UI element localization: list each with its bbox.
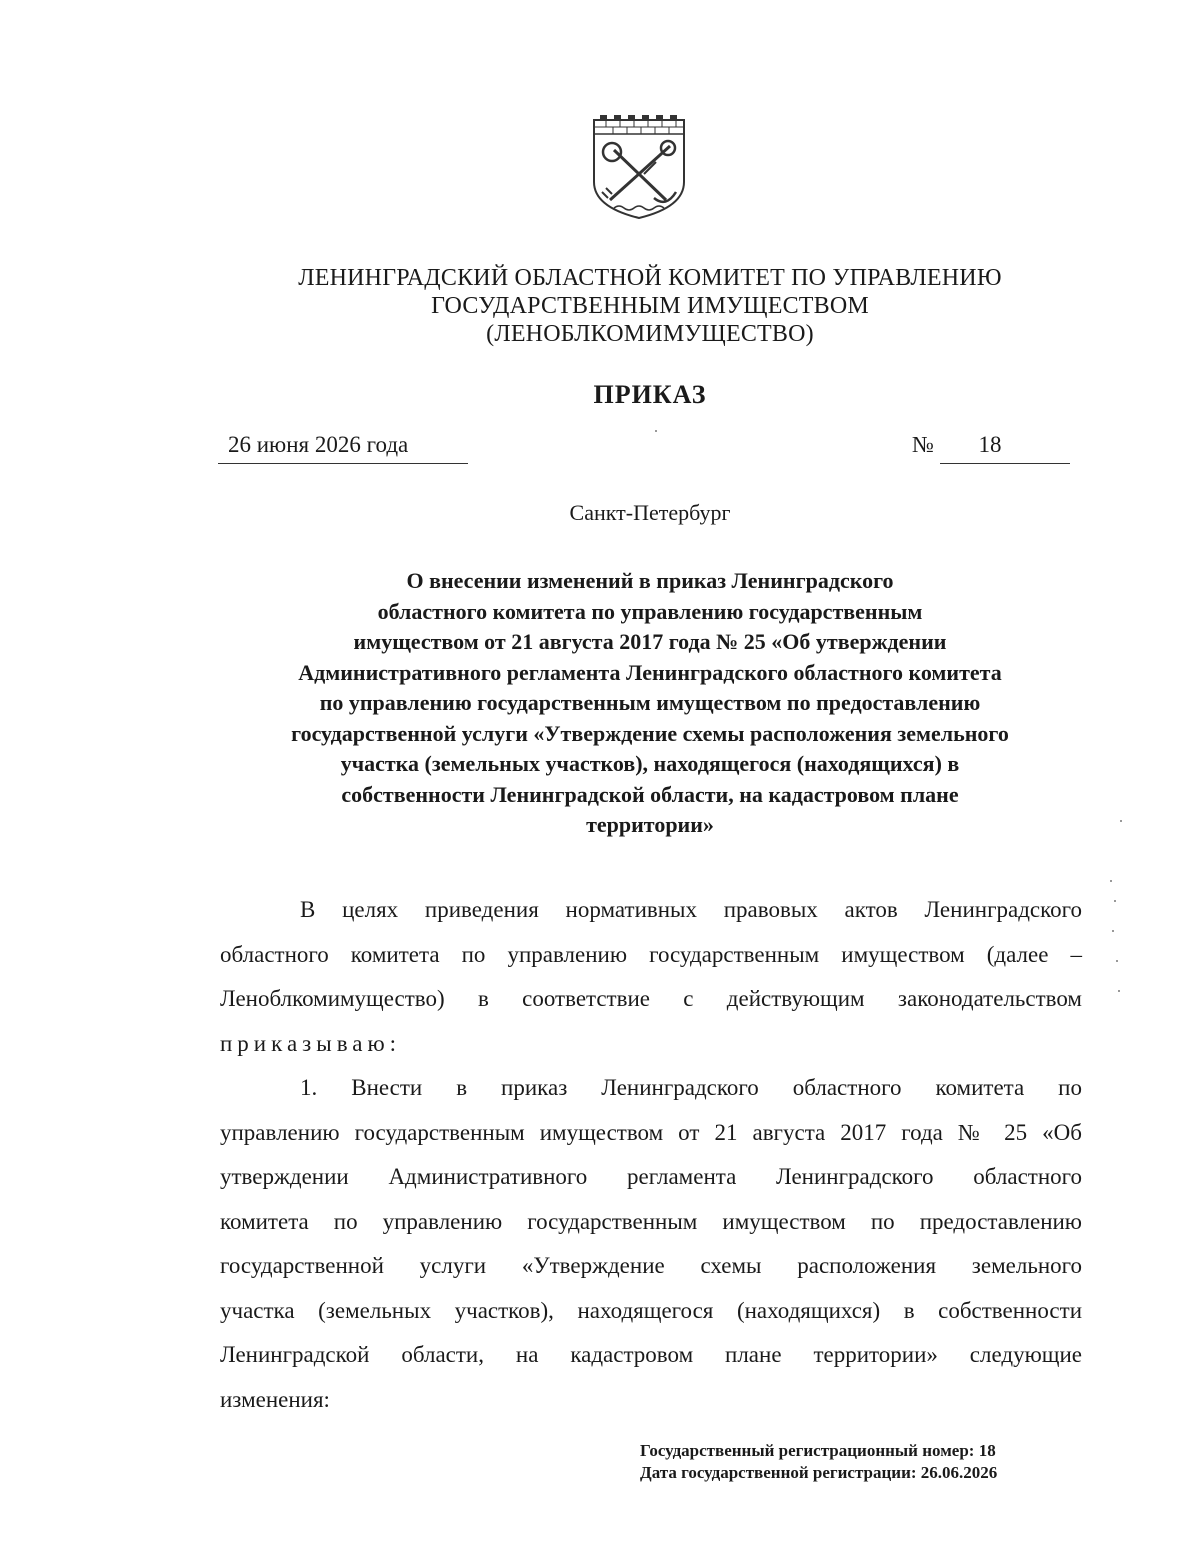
item-1-line: государственной услуги «Утверждение схемы расположения земельного [220, 1253, 1082, 1278]
item-1-line: утверждении Административного регламента Ленинградского областного [220, 1164, 1082, 1189]
subject-line: собственности Ленинградской области, на кадастровом плане [341, 781, 959, 807]
subject-line: по управлению государственным имуществом по предоставлению [319, 690, 981, 715]
preamble-line: В целях приведения нормативных правовых актов Ленинградского [300, 897, 1082, 922]
subject-line: государственной услуги «Утверждение схемы расположения земельного [291, 720, 1009, 746]
document-type-title: ПРИКАЗ [593, 380, 707, 409]
document-city: Санкт-Петербург [569, 500, 731, 525]
item-1-line: комитета по управлению государственным имуществом по предоставлению [220, 1208, 1082, 1234]
number-sign: № [912, 432, 934, 457]
subject-line: территории» [586, 812, 714, 837]
item-1-line: изменения: [220, 1386, 330, 1412]
organization-name [220, 264, 1080, 348]
organization-line: (ЛЕНОБЛКОМИМУЩЕСТВО) [486, 321, 814, 347]
item-1-line: участка (земельных участков), находящегося (находящихся) в собственности [220, 1297, 1082, 1323]
scan-speck [1110, 880, 1112, 882]
document-date: 26 июня 2026 года [218, 432, 468, 464]
subject-line: участка (земельных участков), находящегося (находящихся) в [340, 751, 960, 776]
scan-speck [1120, 820, 1122, 822]
coat-of-arms-icon [584, 112, 694, 222]
preamble-paragraph [220, 888, 1082, 1066]
scan-speck [1118, 990, 1120, 992]
document-subject [220, 566, 1080, 841]
number-value: 18 [940, 432, 1070, 464]
subject-line: О внесении изменений в приказ Ленинградского [406, 568, 894, 593]
subject-line: областного комитета по управлению государственным [377, 598, 923, 624]
scan-speck [655, 430, 657, 432]
item-1-line: 1. Внести в приказ Ленинградского областного комитета по [300, 1075, 1082, 1100]
item-1-paragraph [220, 1066, 1082, 1422]
item-1-line: управлению государственным имуществом от 21 августа 2017 года № 25 «Об [220, 1119, 1082, 1145]
directive-word: приказываю: [220, 1030, 402, 1056]
scan-speck [1112, 930, 1114, 932]
subject-line: Административного регламента Ленинградского областного комитета [298, 659, 1002, 685]
organization-line: ГОСУДАРСТВЕННЫМ ИМУЩЕСТВОМ [431, 293, 869, 319]
preamble-line: Леноблкомимущество) в соответствие с действующим законодательством [220, 986, 1082, 1011]
scan-speck [1116, 960, 1118, 962]
document-number [912, 432, 1070, 464]
registration-number: Государственный регистрационный номер: 18 [640, 1441, 996, 1460]
preamble-line: областного комитета по управлению государственным имуществом (далее – [220, 941, 1082, 967]
registration-stamp [640, 1440, 1074, 1484]
registration-date: Дата государственной регистрации: 26.06.2026 [640, 1463, 998, 1482]
item-1-line: Ленинградской области, на кадастровом плане территории» следующие [220, 1342, 1082, 1367]
organization-line: ЛЕНИНГРАДСКИЙ ОБЛАСТНОЙ КОМИТЕТ ПО УПРАВЛЕНИЮ [298, 265, 1002, 291]
subject-line: имуществом от 21 августа 2017 года № 25 «Об утверждении [353, 629, 947, 654]
scan-speck [1114, 900, 1116, 902]
